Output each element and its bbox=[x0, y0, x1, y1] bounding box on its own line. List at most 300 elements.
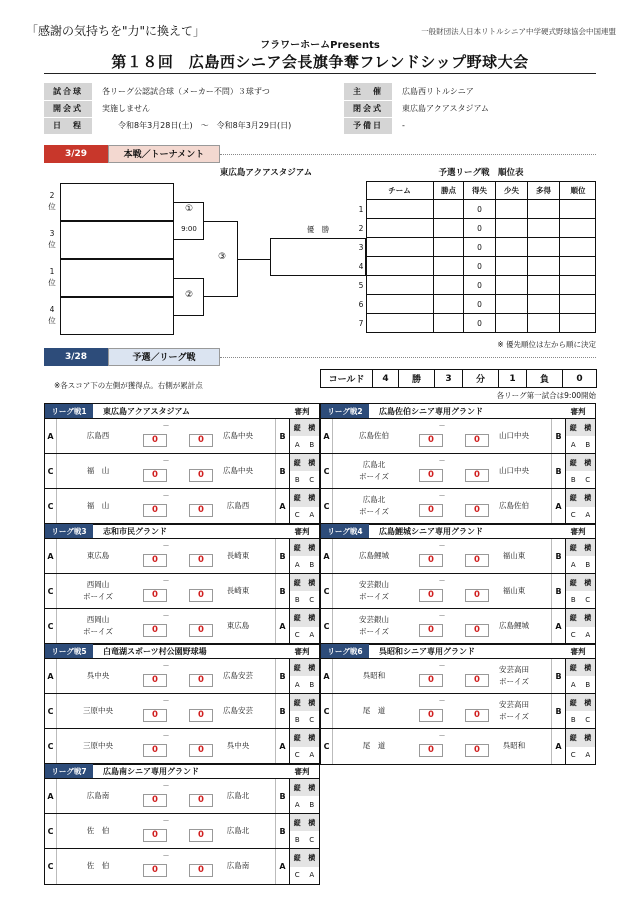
game-row bbox=[45, 454, 319, 489]
umpire-horizontal-label: 横 bbox=[305, 729, 320, 747]
score-right: 0 bbox=[465, 624, 489, 637]
umpire-horizontal-label: 横 bbox=[305, 694, 320, 711]
league-venue: 志和市民グランド bbox=[103, 527, 167, 536]
away-letter: B bbox=[275, 574, 289, 608]
home-letter: C bbox=[321, 574, 333, 608]
away-letter: A bbox=[275, 609, 289, 644]
standings-cell bbox=[560, 257, 596, 276]
game-row bbox=[321, 609, 595, 644]
umpire-grid bbox=[289, 814, 319, 848]
away-team: 長崎東 bbox=[226, 551, 250, 560]
umpire-label: 審判 bbox=[570, 527, 586, 536]
home-letter: C bbox=[45, 609, 57, 644]
versus-dash: － bbox=[162, 422, 170, 430]
game-row bbox=[321, 694, 595, 729]
umpire-vertical-label: 縦 bbox=[290, 539, 305, 556]
umpire-grid bbox=[565, 694, 595, 728]
score-right: 0 bbox=[189, 794, 213, 807]
bracket-line bbox=[238, 259, 270, 260]
points-value: 0 bbox=[563, 370, 597, 388]
umpire-vertical-label: 縦 bbox=[290, 729, 305, 747]
standings-row bbox=[366, 257, 596, 276]
away-team: 福山東 bbox=[502, 551, 526, 560]
standings-header: 得失 bbox=[464, 181, 496, 200]
league-header bbox=[45, 764, 319, 779]
umpire-vertical-label: 縦 bbox=[566, 454, 581, 471]
away-team: 広島西 bbox=[226, 501, 250, 510]
home-team: 広島鯉城 bbox=[359, 551, 389, 560]
umpire-vertical-label: 縦 bbox=[566, 659, 581, 676]
info-label: 試合球 bbox=[44, 83, 92, 100]
umpire-team: B bbox=[585, 560, 591, 569]
umpire-team: C bbox=[294, 631, 300, 640]
away-team: 広島鯉城 bbox=[499, 621, 529, 630]
away-letter: A bbox=[551, 489, 565, 524]
home-letter: C bbox=[321, 454, 333, 488]
league-venue: 広島鯉城シニア専用グランド bbox=[379, 527, 483, 536]
page-title: 第１８回 広島西シニア会長旗争奪フレンドシップ野球大会 bbox=[111, 53, 529, 71]
home-letter: C bbox=[321, 609, 333, 644]
umpire-horizontal-label: 横 bbox=[305, 539, 320, 556]
away-team: 広島中央 bbox=[223, 466, 253, 475]
league-number: リーグ戦6 bbox=[321, 644, 369, 658]
standings-row-number: 7 bbox=[358, 319, 364, 328]
league-venue: 広島南シニア専用グランド bbox=[103, 767, 199, 776]
umpire-horizontal-label: 横 bbox=[581, 609, 596, 627]
game-matchup bbox=[57, 489, 275, 524]
standings-header: 多得 bbox=[528, 181, 560, 200]
umpire-team: A bbox=[309, 631, 315, 640]
standings-cell bbox=[496, 200, 528, 219]
standings-cell bbox=[528, 295, 560, 314]
home-letter: A bbox=[321, 659, 333, 693]
umpire-team: B bbox=[570, 595, 576, 604]
points-value: 1 bbox=[499, 370, 527, 388]
home-letter: C bbox=[45, 849, 57, 884]
away-team: 長崎東 bbox=[226, 586, 250, 595]
versus-dash: － bbox=[438, 422, 446, 430]
game-matchup bbox=[57, 779, 275, 813]
umpire-team: C bbox=[585, 475, 591, 484]
standings-cell bbox=[434, 219, 464, 238]
game-number-3: ③ bbox=[217, 252, 227, 262]
umpire-vertical-label: 縦 bbox=[566, 694, 581, 711]
score-right: 0 bbox=[189, 469, 213, 482]
home-letter: C bbox=[321, 694, 333, 728]
home-team: 西岡山 ボーイズ bbox=[83, 580, 113, 601]
umpire-team: C bbox=[309, 715, 315, 724]
info-table-right bbox=[344, 83, 596, 135]
organizer-name: 一般財団法人日本リトルシニア中学硬式野球協会中国連盟 bbox=[421, 27, 616, 36]
umpire-team: A bbox=[570, 560, 576, 569]
standings-cell bbox=[434, 295, 464, 314]
game-row bbox=[321, 489, 595, 524]
umpire-vertical-label: 縦 bbox=[290, 419, 305, 436]
umpire-horizontal-label: 横 bbox=[581, 489, 596, 507]
score-left: 0 bbox=[143, 744, 167, 757]
away-letter: A bbox=[551, 609, 565, 644]
game-row bbox=[45, 489, 319, 524]
umpire-team: A bbox=[570, 680, 576, 689]
game-row bbox=[45, 574, 319, 609]
game-matchup bbox=[57, 694, 275, 728]
home-letter: C bbox=[321, 729, 333, 764]
home-team: 尾 道 bbox=[362, 706, 386, 715]
standings-cell bbox=[496, 257, 528, 276]
score-right: 0 bbox=[465, 434, 489, 447]
standings-row bbox=[366, 219, 596, 238]
home-team: 佐 伯 bbox=[86, 826, 110, 835]
info-label: 日 程 bbox=[44, 117, 92, 134]
score-right: 0 bbox=[465, 504, 489, 517]
game-row bbox=[45, 659, 319, 694]
away-letter: B bbox=[275, 454, 289, 488]
versus-dash: － bbox=[162, 697, 170, 705]
tournament-date: 3/29 bbox=[44, 145, 108, 163]
standings-cell bbox=[496, 238, 528, 257]
away-team: 広島中央 bbox=[223, 431, 253, 440]
versus-dash: － bbox=[162, 577, 170, 585]
away-letter: B bbox=[551, 454, 565, 488]
umpire-grid bbox=[289, 574, 319, 608]
game-matchup bbox=[57, 729, 275, 764]
game-matchup bbox=[333, 694, 551, 728]
umpire-label: 審判 bbox=[570, 407, 586, 416]
umpire-grid bbox=[565, 574, 595, 608]
standings-cell bbox=[560, 295, 596, 314]
league-title: 予選／リーグ戦 bbox=[108, 348, 220, 366]
umpire-grid bbox=[565, 729, 595, 764]
info-table-left bbox=[44, 83, 334, 135]
bracket-slot bbox=[60, 183, 174, 221]
umpire-grid bbox=[565, 454, 595, 488]
seed-label: 3 位 bbox=[48, 229, 56, 249]
umpire-team: C bbox=[294, 511, 300, 520]
umpire-grid bbox=[289, 419, 319, 453]
away-letter: B bbox=[551, 659, 565, 693]
game-row bbox=[45, 814, 319, 849]
umpire-horizontal-label: 横 bbox=[305, 659, 320, 676]
home-team: 安芸銀山 ボーイズ bbox=[359, 615, 389, 636]
info-value: 令和8年3月28日(土) ～ 令和8年3月29日(日) bbox=[92, 117, 334, 134]
away-team: 広島安芸 bbox=[223, 671, 253, 680]
umpire-horizontal-label: 横 bbox=[305, 454, 320, 471]
umpire-team: A bbox=[294, 560, 300, 569]
league-venue: 東広島アクアスタジアム bbox=[103, 407, 190, 416]
umpire-grid bbox=[289, 454, 319, 488]
score-left: 0 bbox=[143, 794, 167, 807]
sponsor-line: フラワーホームPresents bbox=[260, 40, 380, 51]
umpire-team: C bbox=[585, 715, 591, 724]
game-matchup bbox=[57, 849, 275, 884]
umpire-vertical-label: 縦 bbox=[290, 489, 305, 507]
standings-cell bbox=[528, 219, 560, 238]
home-team: 三原中央 bbox=[83, 706, 113, 715]
umpire-grid bbox=[289, 659, 319, 693]
home-team: 広島北 ボーイズ bbox=[359, 495, 389, 516]
standings-row-number: 3 bbox=[358, 243, 364, 252]
umpire-team: C bbox=[570, 631, 576, 640]
umpire-grid bbox=[565, 489, 595, 524]
game-row bbox=[45, 609, 319, 644]
league-venue: 白竜湖スポーツ村公園野球場 bbox=[103, 647, 207, 656]
standings-header: 順位 bbox=[560, 181, 596, 200]
umpire-grid bbox=[289, 609, 319, 644]
info-value: 広島西リトルシニア bbox=[392, 83, 596, 100]
bracket-slot bbox=[60, 259, 174, 297]
umpire-vertical-label: 縦 bbox=[290, 454, 305, 471]
umpire-horizontal-label: 横 bbox=[305, 574, 320, 591]
umpire-team: A bbox=[294, 680, 300, 689]
home-team: 佐 伯 bbox=[86, 861, 110, 870]
standings-row-number: 4 bbox=[358, 262, 364, 271]
umpire-vertical-label: 縦 bbox=[290, 609, 305, 627]
umpire-horizontal-label: 横 bbox=[305, 419, 320, 436]
umpire-team: A bbox=[294, 440, 300, 449]
game-number-1: ① bbox=[184, 204, 194, 214]
game-matchup bbox=[333, 729, 551, 764]
info-value: 実施しません bbox=[92, 100, 334, 117]
umpire-horizontal-label: 横 bbox=[581, 574, 596, 591]
league-block bbox=[44, 523, 320, 645]
versus-dash: － bbox=[162, 852, 170, 860]
home-team: 東広島 bbox=[86, 551, 110, 560]
umpire-vertical-label: 縦 bbox=[290, 814, 305, 831]
score-left: 0 bbox=[419, 469, 443, 482]
versus-dash: － bbox=[162, 662, 170, 670]
versus-dash: － bbox=[438, 697, 446, 705]
home-team: 尾 道 bbox=[362, 741, 386, 750]
umpire-team: B bbox=[309, 560, 315, 569]
league-header bbox=[321, 524, 595, 539]
away-team: 福山東 bbox=[502, 586, 526, 595]
points-label: コールド bbox=[321, 370, 373, 388]
info-label: 主 催 bbox=[344, 83, 392, 100]
league-number: リーグ戦4 bbox=[321, 524, 369, 538]
umpire-horizontal-label: 横 bbox=[581, 694, 596, 711]
game-row bbox=[321, 539, 595, 574]
game-matchup bbox=[57, 574, 275, 608]
home-letter: A bbox=[45, 419, 57, 453]
game-matchup bbox=[57, 659, 275, 693]
umpire-grid bbox=[565, 539, 595, 573]
umpire-team: C bbox=[570, 511, 576, 520]
league-block bbox=[44, 763, 320, 885]
score-left: 0 bbox=[143, 589, 167, 602]
umpire-vertical-label: 縦 bbox=[290, 694, 305, 711]
away-letter: B bbox=[551, 574, 565, 608]
score-right: 0 bbox=[189, 744, 213, 757]
score-left: 0 bbox=[419, 709, 443, 722]
score-right: 0 bbox=[465, 554, 489, 567]
umpire-team: A bbox=[585, 751, 591, 760]
league-block bbox=[44, 643, 320, 765]
seed-label: 1 位 bbox=[48, 267, 56, 287]
home-team: 安芸銀山 ボーイズ bbox=[359, 580, 389, 601]
standings-cell bbox=[366, 314, 434, 333]
away-team: 安芸高田 ボーイズ bbox=[499, 665, 529, 686]
game-matchup bbox=[57, 419, 275, 453]
points-label: 分 bbox=[463, 370, 499, 388]
home-team: 広島西 bbox=[86, 431, 110, 440]
home-letter: C bbox=[321, 489, 333, 524]
away-team: 安芸高田 ボーイズ bbox=[499, 700, 529, 721]
game-matchup bbox=[333, 574, 551, 608]
umpire-label: 審判 bbox=[294, 767, 310, 776]
umpire-horizontal-label: 横 bbox=[305, 814, 320, 831]
standings-cell bbox=[560, 276, 596, 295]
seed-label: 2 位 bbox=[48, 191, 56, 211]
standings-cell bbox=[560, 314, 596, 333]
versus-dash: － bbox=[438, 542, 446, 550]
umpire-grid bbox=[289, 849, 319, 884]
points-label: 負 bbox=[527, 370, 563, 388]
umpire-horizontal-label: 横 bbox=[581, 659, 596, 676]
umpire-team: C bbox=[570, 751, 576, 760]
league-block bbox=[320, 523, 596, 645]
umpire-horizontal-label: 横 bbox=[581, 729, 596, 747]
home-letter: C bbox=[45, 814, 57, 848]
info-label: 閉会式 bbox=[344, 100, 392, 117]
standings-header: 少失 bbox=[496, 181, 528, 200]
standings-cell: 0 bbox=[464, 219, 496, 238]
home-team: 広島佐伯 bbox=[359, 431, 389, 440]
umpire-vertical-label: 縦 bbox=[566, 489, 581, 507]
umpire-horizontal-label: 横 bbox=[581, 419, 596, 436]
game-row bbox=[45, 539, 319, 574]
away-letter: B bbox=[275, 419, 289, 453]
home-letter: C bbox=[45, 729, 57, 764]
standings-cell: 0 bbox=[464, 200, 496, 219]
slogan: 「感謝の気持ちを"力"に換えて」 bbox=[26, 24, 206, 38]
umpire-vertical-label: 縦 bbox=[290, 659, 305, 676]
bracket-slot bbox=[60, 297, 174, 335]
umpire-team: B bbox=[309, 440, 315, 449]
standings-note: ※ 優先順位は左から順に決定 bbox=[497, 340, 596, 349]
standings-cell bbox=[496, 314, 528, 333]
league-date: 3/28 bbox=[44, 348, 108, 366]
umpire-team: B bbox=[585, 440, 591, 449]
umpire-horizontal-label: 横 bbox=[305, 849, 320, 867]
umpire-team: B bbox=[294, 475, 300, 484]
standings-cell: 0 bbox=[464, 257, 496, 276]
umpire-horizontal-label: 横 bbox=[581, 539, 596, 556]
game-row bbox=[321, 729, 595, 764]
home-letter: A bbox=[45, 659, 57, 693]
umpire-horizontal-label: 横 bbox=[581, 454, 596, 471]
versus-dash: － bbox=[438, 492, 446, 500]
standings-cell: 0 bbox=[464, 238, 496, 257]
away-letter: B bbox=[551, 419, 565, 453]
league-number: リーグ戦1 bbox=[45, 404, 93, 418]
game-number-2: ② bbox=[184, 290, 194, 300]
away-team: 広島北 bbox=[226, 791, 250, 800]
umpire-team: C bbox=[294, 871, 300, 880]
game-row bbox=[321, 454, 595, 489]
league-number: リーグ戦2 bbox=[321, 404, 369, 418]
standings-cell bbox=[560, 238, 596, 257]
standings-row-number: 2 bbox=[358, 224, 364, 233]
game-matchup bbox=[57, 539, 275, 573]
score-right: 0 bbox=[465, 469, 489, 482]
standings-cell bbox=[434, 238, 464, 257]
home-letter: C bbox=[45, 694, 57, 728]
score-left: 0 bbox=[419, 674, 443, 687]
home-letter: A bbox=[321, 419, 333, 453]
game-row bbox=[45, 419, 319, 454]
away-letter: B bbox=[275, 779, 289, 813]
game-matchup bbox=[57, 609, 275, 644]
score-left: 0 bbox=[143, 864, 167, 877]
home-team: 呉中央 bbox=[86, 671, 110, 680]
versus-dash: － bbox=[162, 612, 170, 620]
score-right: 0 bbox=[465, 589, 489, 602]
score-left: 0 bbox=[143, 469, 167, 482]
score-right: 0 bbox=[465, 709, 489, 722]
umpire-grid bbox=[565, 419, 595, 453]
start-note: 各リーグ第一試合は9:00開始 bbox=[496, 391, 596, 400]
score-right: 0 bbox=[189, 864, 213, 877]
away-letter: A bbox=[275, 729, 289, 764]
away-team: 広島佐伯 bbox=[499, 501, 529, 510]
standings-cell bbox=[366, 238, 434, 257]
umpire-grid bbox=[289, 489, 319, 524]
game-row bbox=[321, 419, 595, 454]
standings-cell bbox=[528, 200, 560, 219]
standings-cell bbox=[528, 257, 560, 276]
home-letter: C bbox=[45, 489, 57, 524]
league-header bbox=[45, 644, 319, 659]
umpire-vertical-label: 縦 bbox=[566, 539, 581, 556]
umpire-vertical-label: 縦 bbox=[290, 779, 305, 796]
league-number: リーグ戦7 bbox=[45, 764, 93, 778]
home-team: 広島北 ボーイズ bbox=[359, 460, 389, 481]
standings-header: 勝点 bbox=[434, 181, 464, 200]
home-team: 福 山 bbox=[86, 466, 110, 475]
league-block bbox=[320, 403, 596, 525]
away-team: 東広島 bbox=[226, 621, 250, 630]
away-letter: A bbox=[275, 489, 289, 524]
standings-cell: 0 bbox=[464, 314, 496, 333]
game-matchup bbox=[333, 419, 551, 453]
umpire-label: 審判 bbox=[294, 407, 310, 416]
info-value: 各リーグ公認試合球（メーカー不問）３球ずつ bbox=[92, 83, 334, 100]
versus-dash: － bbox=[438, 577, 446, 585]
info-label: 開会式 bbox=[44, 100, 92, 117]
umpire-vertical-label: 縦 bbox=[566, 609, 581, 627]
score-note: ※各スコア下の左側が獲得点。右側が累計点 bbox=[54, 381, 203, 390]
score-right: 0 bbox=[465, 744, 489, 757]
umpire-horizontal-label: 横 bbox=[305, 489, 320, 507]
away-team: 広島北 bbox=[226, 826, 250, 835]
versus-dash: － bbox=[438, 732, 446, 740]
away-team: 広島安芸 bbox=[223, 706, 253, 715]
score-right: 0 bbox=[189, 434, 213, 447]
away-letter: B bbox=[275, 659, 289, 693]
standings-row bbox=[366, 276, 596, 295]
umpire-team: A bbox=[585, 511, 591, 520]
points-label: 勝 bbox=[399, 370, 435, 388]
home-team: 呉昭和 bbox=[362, 671, 386, 680]
versus-dash: － bbox=[162, 817, 170, 825]
away-team: 山口中央 bbox=[499, 431, 529, 440]
points-value: 4 bbox=[373, 370, 399, 388]
versus-dash: － bbox=[162, 457, 170, 465]
score-left: 0 bbox=[419, 589, 443, 602]
score-left: 0 bbox=[419, 554, 443, 567]
umpire-horizontal-label: 横 bbox=[305, 609, 320, 627]
league-venue: 広島佐伯シニア専用グランド bbox=[379, 407, 483, 416]
